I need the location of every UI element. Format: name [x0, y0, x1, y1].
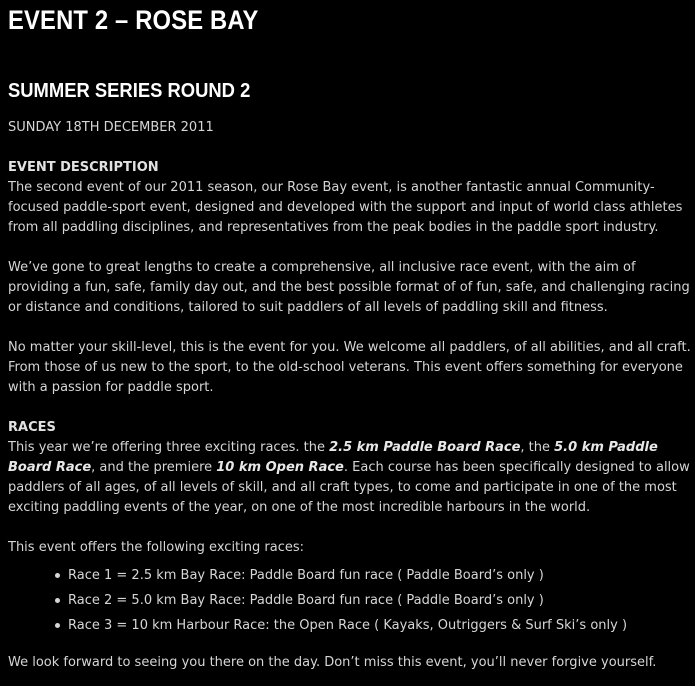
- race-b-highlight: 5.0 km Paddle Board Race: [8, 440, 658, 475]
- race-list-item-1: Race 1 = 2.5 km Bay Race: Paddle Board fun race ( Paddle Board’s only ): [68, 563, 691, 588]
- event-body: [8, 118, 691, 673]
- races-intro-text-c: , and the premiere: [91, 460, 217, 475]
- race-list: [8, 563, 691, 638]
- event-date: SUNDAY 18TH DECEMBER 2011: [8, 120, 214, 135]
- page-subtitle: SUMMER SERIES ROUND 2: [8, 80, 251, 102]
- description-paragraph-1: The second event of our 2011 season, our Rose Bay event, is another fantastic annual Community-focused paddle-sport event, designed and developed with the support and input of world class athletes from all paddling disciplines, and representatives from the peak bodies in the paddle sport industry.: [8, 180, 683, 235]
- description-paragraph-2: We’ve gone to great lengths to create a comprehensive, all inclusive race event, with the aim of providing a fun, safe, family day out, and the best possible format of of fun, safe, and challenging racing or distance and conditions, tailored to suit paddlers of all levels of paddling skill and fitness.: [8, 260, 690, 315]
- races-offers-line: This event offers the following exciting races:: [8, 540, 304, 555]
- races-intro-text-b: , the: [520, 440, 555, 455]
- race-list-item-3: Race 3 = 10 km Harbour Race: the Open Race ( Kayaks, Outriggers & Surf Ski’s only ): [68, 613, 691, 638]
- races-intro: [8, 438, 691, 518]
- page-title: EVENT 2 – ROSE BAY: [8, 5, 259, 35]
- race-list-item-2: Race 2 = 5.0 km Bay Race: Paddle Board fun race ( Paddle Board’s only ): [68, 588, 691, 613]
- races-heading: RACES: [8, 420, 56, 435]
- race-a-highlight: 2.5 km Paddle Board Race: [329, 440, 521, 455]
- closing-paragraph: We look forward to seeing you there on the day. Don’t miss this event, you’ll never forgive yourself.: [8, 655, 657, 670]
- description-heading: EVENT DESCRIPTION: [8, 160, 159, 175]
- race-c-highlight: 10 km Open Race: [216, 460, 344, 475]
- races-intro-text-d: . Each course has been specifically designed to allow paddlers of all ages, of all levels of skill, and all craft types, to come and participate in one of the most exciting paddling events of the year, on one of the most incredible harbours in the world.: [8, 460, 690, 515]
- races-intro-text-a: This year we’re offering three exciting races. the: [8, 440, 330, 455]
- description-paragraph-3: No matter your skill-level, this is the event for you. We welcome all paddlers, of all abilities, and all craft. From those of us new to the sport, to the old-school veterans. This event offers something for everyone with a passion for paddle sport.: [8, 340, 691, 395]
